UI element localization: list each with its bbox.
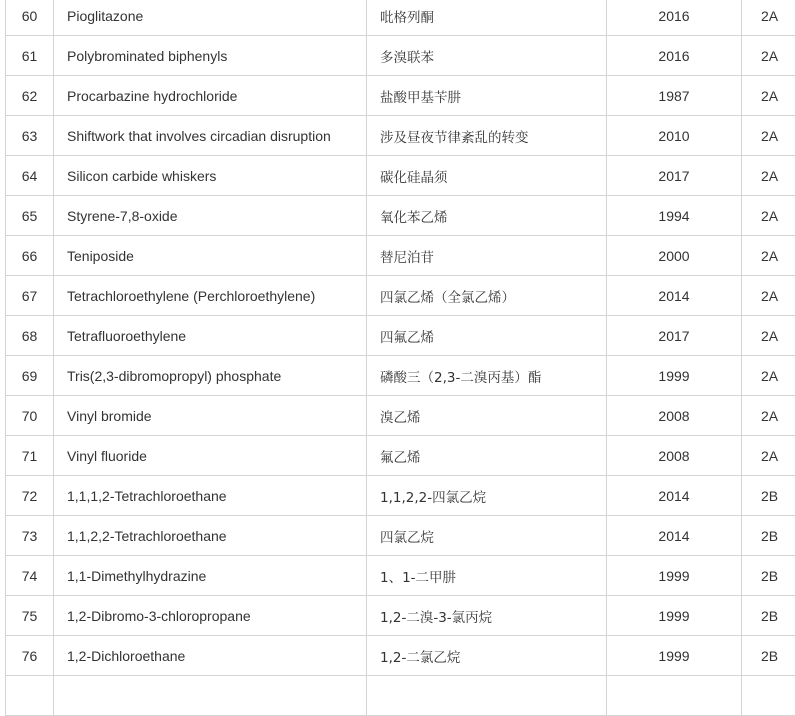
- agent-name: Tris(2,3-dibromopropyl) phosphate: [54, 356, 367, 396]
- agent-name-chinese: 1、1-二甲肼: [367, 556, 607, 596]
- agent-name: Polybrominated biphenyls: [54, 36, 367, 76]
- agent-name: Vinyl bromide: [54, 396, 367, 436]
- agent-name-chinese: 1,1,2,2-四氯乙烷: [367, 476, 607, 516]
- table-row: [6, 476, 795, 516]
- classification-group: 2A: [742, 76, 795, 116]
- table-row: [6, 396, 795, 436]
- evaluation-year: 2017: [607, 316, 742, 356]
- row-number: 63: [6, 116, 54, 156]
- row-number: 74: [6, 556, 54, 596]
- agent-name-chinese: 四氯乙烯（全氯乙烯）: [367, 276, 607, 316]
- evaluation-year: 2016: [607, 0, 742, 36]
- evaluation-year: 2008: [607, 436, 742, 476]
- row-number: 67: [6, 276, 54, 316]
- agent-name-chinese: 涉及昼夜节律紊乱的转变: [367, 116, 607, 156]
- agent-name-chinese: 碳化硅晶须: [367, 156, 607, 196]
- table-row: [6, 516, 795, 556]
- agent-name-chinese: 1,2-二溴-3-氯丙烷: [367, 596, 607, 636]
- row-number: 70: [6, 396, 54, 436]
- agent-name-chinese: 替尼泊苷: [367, 236, 607, 276]
- row-number: 62: [6, 76, 54, 116]
- carcinogen-table: [5, 0, 795, 716]
- row-number: 76: [6, 636, 54, 676]
- classification-group: [742, 676, 795, 716]
- row-number: 66: [6, 236, 54, 276]
- row-number: 65: [6, 196, 54, 236]
- agent-name-chinese: 四氯乙烷: [367, 516, 607, 556]
- agent-name: 1,1-Dimethylhydrazine: [54, 556, 367, 596]
- evaluation-year: 2000: [607, 236, 742, 276]
- classification-group: 2B: [742, 636, 795, 676]
- table-row: [6, 196, 795, 236]
- classification-group: 2A: [742, 116, 795, 156]
- agent-name: 1,1,2,2-Tetrachloroethane: [54, 516, 367, 556]
- evaluation-year: 1999: [607, 356, 742, 396]
- row-number: 64: [6, 156, 54, 196]
- classification-group: 2A: [742, 236, 795, 276]
- agent-name-chinese: 氧化苯乙烯: [367, 196, 607, 236]
- agent-name: Tetrafluoroethylene: [54, 316, 367, 356]
- agent-name-chinese: 1,2-二氯乙烷: [367, 636, 607, 676]
- evaluation-year: 2016: [607, 36, 742, 76]
- evaluation-year: 1987: [607, 76, 742, 116]
- table-row: [6, 316, 795, 356]
- table-row: [6, 36, 795, 76]
- table-row: [6, 596, 795, 636]
- row-number: 69: [6, 356, 54, 396]
- agent-name: Teniposide: [54, 236, 367, 276]
- row-number: 60: [6, 0, 54, 36]
- evaluation-year: 1999: [607, 596, 742, 636]
- agent-name: Vinyl fluoride: [54, 436, 367, 476]
- evaluation-year: 1999: [607, 556, 742, 596]
- agent-name: Pioglitazone: [54, 0, 367, 36]
- classification-group: 2A: [742, 36, 795, 76]
- agent-name-chinese: 盐酸甲基苄肼: [367, 76, 607, 116]
- evaluation-year: 2017: [607, 156, 742, 196]
- evaluation-year: 1999: [607, 636, 742, 676]
- agent-name: Silicon carbide whiskers: [54, 156, 367, 196]
- classification-group: 2A: [742, 156, 795, 196]
- row-number: 72: [6, 476, 54, 516]
- classification-group: 2A: [742, 0, 795, 36]
- agent-name-chinese: 吡格列酮: [367, 0, 607, 36]
- agent-name: Tetrachloroethylene (Perchloroethylene): [54, 276, 367, 316]
- table-row: [6, 156, 795, 196]
- table-row: [6, 636, 795, 676]
- row-number: [6, 676, 54, 716]
- agent-name: Styrene-7,8-oxide: [54, 196, 367, 236]
- evaluation-year: 1994: [607, 196, 742, 236]
- evaluation-year: 2014: [607, 276, 742, 316]
- classification-group: 2B: [742, 556, 795, 596]
- agent-name-chinese: 溴乙烯: [367, 396, 607, 436]
- agent-name-chinese: 磷酸三（2,3-二溴丙基）酯: [367, 356, 607, 396]
- classification-group: 2A: [742, 196, 795, 236]
- agent-name: Shiftwork that involves circadian disruption: [54, 116, 367, 156]
- table-row: [6, 436, 795, 476]
- row-number: 61: [6, 36, 54, 76]
- evaluation-year: [607, 676, 742, 716]
- evaluation-year: 2010: [607, 116, 742, 156]
- classification-group: 2A: [742, 356, 795, 396]
- agent-name-chinese: 氟乙烯: [367, 436, 607, 476]
- table-row: [6, 676, 795, 716]
- table-row: [6, 356, 795, 396]
- classification-group: 2B: [742, 596, 795, 636]
- classification-group: 2A: [742, 396, 795, 436]
- table-row: [6, 276, 795, 316]
- row-number: 75: [6, 596, 54, 636]
- classification-group: 2B: [742, 516, 795, 556]
- table-container: [5, 0, 795, 716]
- agent-name: Procarbazine hydrochloride: [54, 76, 367, 116]
- classification-group: 2A: [742, 436, 795, 476]
- row-number: 71: [6, 436, 54, 476]
- classification-group: 2B: [742, 476, 795, 516]
- table-row: [6, 236, 795, 276]
- row-number: 68: [6, 316, 54, 356]
- table-row: [6, 76, 795, 116]
- agent-name: 1,2-Dibromo-3-chloropropane: [54, 596, 367, 636]
- classification-group: 2A: [742, 276, 795, 316]
- agent-name: 1,1,1,2-Tetrachloroethane: [54, 476, 367, 516]
- table-body: [6, 0, 795, 716]
- agent-name: [54, 676, 367, 716]
- row-number: 73: [6, 516, 54, 556]
- agent-name-chinese: 四氟乙烯: [367, 316, 607, 356]
- classification-group: 2A: [742, 316, 795, 356]
- table-row: [6, 556, 795, 596]
- agent-name: 1,2-Dichloroethane: [54, 636, 367, 676]
- table-row: [6, 0, 795, 36]
- agent-name-chinese: 多溴联苯: [367, 36, 607, 76]
- table-row: [6, 116, 795, 156]
- evaluation-year: 2014: [607, 476, 742, 516]
- agent-name-chinese: [367, 676, 607, 716]
- evaluation-year: 2008: [607, 396, 742, 436]
- evaluation-year: 2014: [607, 516, 742, 556]
